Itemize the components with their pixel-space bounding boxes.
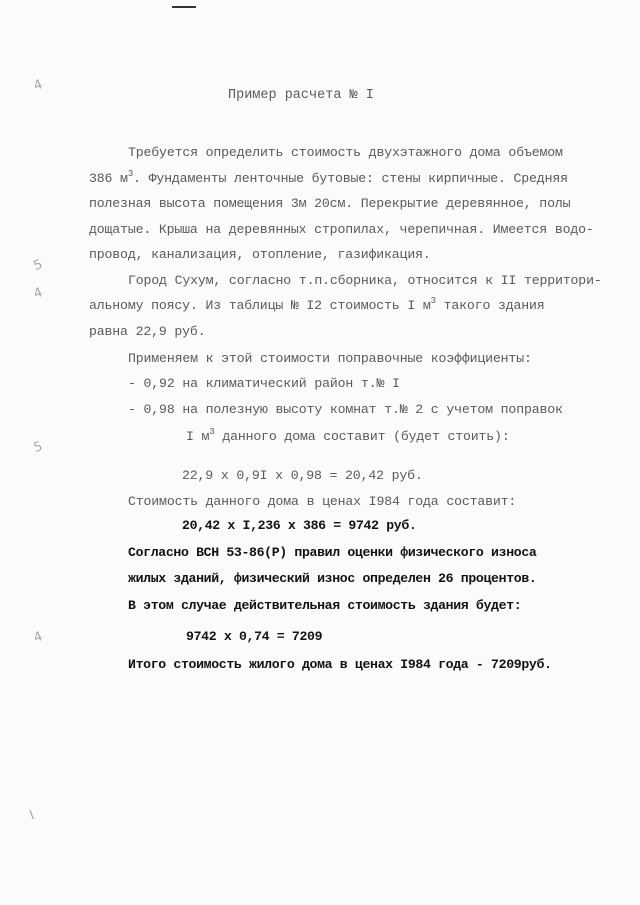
margin-note: 4	[31, 629, 45, 646]
text-line: Требуется определить стоимость двухэтажного дома объемом	[128, 145, 563, 160]
formula-line: 20,42 х I,236 х 386 = 9742 руб.	[182, 518, 417, 533]
text-line: дощатые. Крыша на деревянных стропилах, черепичная. Имеется водо-	[89, 222, 594, 237]
margin-note: 5	[31, 257, 45, 274]
text-line: жилых зданий, физический износ определен 26 процентов.	[128, 571, 537, 586]
text-line: Стоимость данного дома в ценах I984 года составит:	[128, 494, 517, 509]
document-title: Пример расчета № I	[228, 88, 374, 103]
text-line: полезная высота помещения 3м 20см. Перекрытие деревянное, полы	[89, 196, 571, 211]
text-line: 386 $м^3$. Фундаменты ленточные бутовые: стены кирпичные. Средняя	[89, 169, 568, 186]
text-line: - 0,98 на полезную высоту комнат т.№ 2 с учетом поправок	[128, 402, 563, 417]
text-line: Город Сухум, согласно т.п.сборника, относится к II территори-	[128, 273, 602, 288]
total-line: Итого стоимость жилого дома в ценах I984 года - 7209руб.	[128, 657, 552, 672]
margin-note: 5	[31, 439, 45, 456]
formula-line: 22,9 х 0,9I х 0,98 = 20,42 руб.	[182, 468, 423, 483]
text-line: I $м^3$ данного дома составит (будет стоить):	[186, 427, 510, 444]
text-line: Согласно ВСН 53-86(Р) правил оценки физического износа	[128, 545, 537, 560]
margin-note: 4	[31, 285, 45, 302]
margin-note: 4	[31, 77, 45, 94]
text-line: - 0,92 на климатический район т.№ I	[128, 376, 400, 391]
formula-line: 9742 х 0,74 = 7209	[186, 629, 323, 644]
text-line: альному поясу. Из таблицы № I2 стоимость I $м^3$ такого здания	[89, 296, 545, 313]
margin-note: I	[27, 807, 37, 824]
text-line: Применяем к этой стоимости поправочные коэффициенты:	[128, 351, 532, 366]
text-line: провод, канализация, отопление, газификация.	[89, 247, 431, 262]
header-rule	[172, 6, 196, 8]
text-line: равна 22,9 руб.	[89, 324, 206, 339]
text-line: В этом случае действительная стоимость здания будет:	[128, 598, 522, 613]
